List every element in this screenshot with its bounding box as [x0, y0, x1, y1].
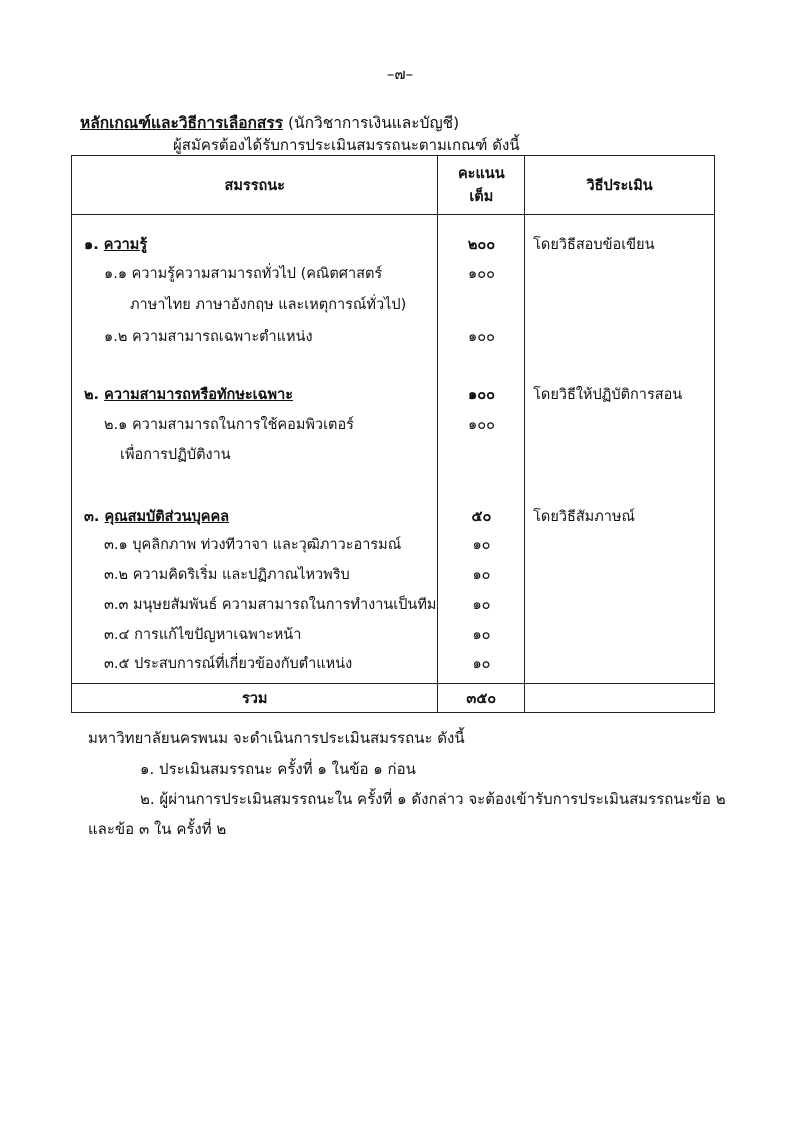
item-2-1-line1: ๒.๑ ความสามารถในการใช้คอมพิวเตอร์: [104, 417, 354, 433]
item-3-1-score: ๑๐: [472, 537, 491, 553]
section-3-title: ๓. คุณสมบัติส่วนบุคคล: [84, 509, 230, 525]
item-3-2: ๓.๒ ความคิดริเริ่ม และปฏิภาณไหวพริบ: [104, 567, 350, 583]
item-3-3: ๓.๓ มนุษยสัมพันธ์ ความสามารถในการทำงานเป็นทีม: [104, 597, 437, 613]
item-3-1: ๓.๑ บุคลิกภาพ ท่วงทีวาจา และวุฒิภาวะอารมณ์: [104, 537, 402, 553]
item-1-1-line1: ๑.๑ ความรู้ความสามารถทั่วไป (คณิตศาสตร์: [104, 266, 383, 282]
item-3-5-score: ๑๐: [472, 656, 491, 672]
total-label: รวม: [72, 684, 438, 713]
item-1-2-score: ๑๐๐: [468, 329, 495, 345]
item-3-2-score: ๑๐: [472, 567, 491, 583]
subheading: ผู้สมัครต้องได้รับการประเมินสมรรถนะตามเกณฑ์ ดังนี้: [173, 136, 520, 154]
score-column: [438, 215, 525, 684]
item-2-1-score: ๑๐๐: [468, 417, 495, 433]
notes-item-1: ๑. ประเมินสมรรถนะ ครั้งที่ ๑ ในข้อ ๑ ก่อน: [140, 760, 416, 778]
competency-table: [71, 155, 715, 713]
item-1-1-score: ๑๐๐: [468, 266, 495, 282]
item-1-2: ๑.๒ ความสามารถเฉพาะตำแหน่ง: [104, 329, 313, 345]
notes-intro: มหาวิทยาลัยนครพนม จะดำเนินการประเมินสมรรถนะ ดังนี้: [88, 729, 465, 747]
document-heading: [80, 110, 459, 135]
section-2-score: ๑๐๐: [468, 387, 495, 403]
header-score-line2: เต็ม: [469, 189, 494, 205]
heading-title: หลักเกณฑ์และวิธีการเลือกสรร: [80, 114, 284, 132]
section-2-method: โดยวิธีให้ปฏิบัติการสอน: [533, 387, 683, 403]
page-number: –๗–: [386, 65, 414, 83]
item-3-5: ๓.๕ ประสบการณ์ที่เกี่ยวข้องกับตำแหน่ง: [104, 656, 353, 672]
item-3-4: ๓.๔ การแก้ไขปัญหาเฉพาะหน้า: [104, 627, 302, 643]
item-2-1-line2: เพื่อการปฏิบัติงาน: [120, 447, 231, 463]
notes-item-2-line1: ๒. ผู้ผ่านการประเมินสมรรถนะใน ครั้งที่ ๑ ดังกล่าว จะต้องเข้ารับการประเมินสมรรถนะข้อ ๒: [140, 790, 726, 808]
heading-position: (นักวิชาการเงินและบัญชี): [287, 114, 460, 132]
section-1-score: ๒๐๐: [467, 237, 496, 253]
item-3-4-score: ๑๐: [472, 627, 491, 643]
header-score-line1: คะแนน: [457, 166, 505, 182]
total-score: ๓๕๐: [438, 684, 525, 713]
item-3-3-score: ๑๐: [472, 597, 491, 613]
section-2-title: ๒. ความสามารถหรือทักษะเฉพาะ: [84, 387, 294, 403]
notes-item-2-line2: และข้อ ๓ ใน ครั้งที่ ๒: [88, 820, 227, 838]
header-method: วิธีประเมิน: [525, 156, 715, 215]
method-column: [525, 215, 715, 684]
section-3-method: โดยวิธีสัมภาษณ์: [533, 509, 635, 525]
section-1-title: ๑. ความรู้: [84, 237, 148, 253]
item-1-1-line2: ภาษาไทย ภาษาอังกฤษ และเหตุการณ์ทั่วไป): [130, 297, 407, 313]
competency-column: [72, 215, 438, 684]
section-1-method: โดยวิธีสอบข้อเขียน: [533, 237, 655, 253]
header-score: [438, 156, 525, 215]
header-competency: สมรรถนะ: [72, 156, 438, 215]
section-3-score: ๕๐: [471, 509, 492, 525]
total-method-empty: [525, 684, 715, 713]
